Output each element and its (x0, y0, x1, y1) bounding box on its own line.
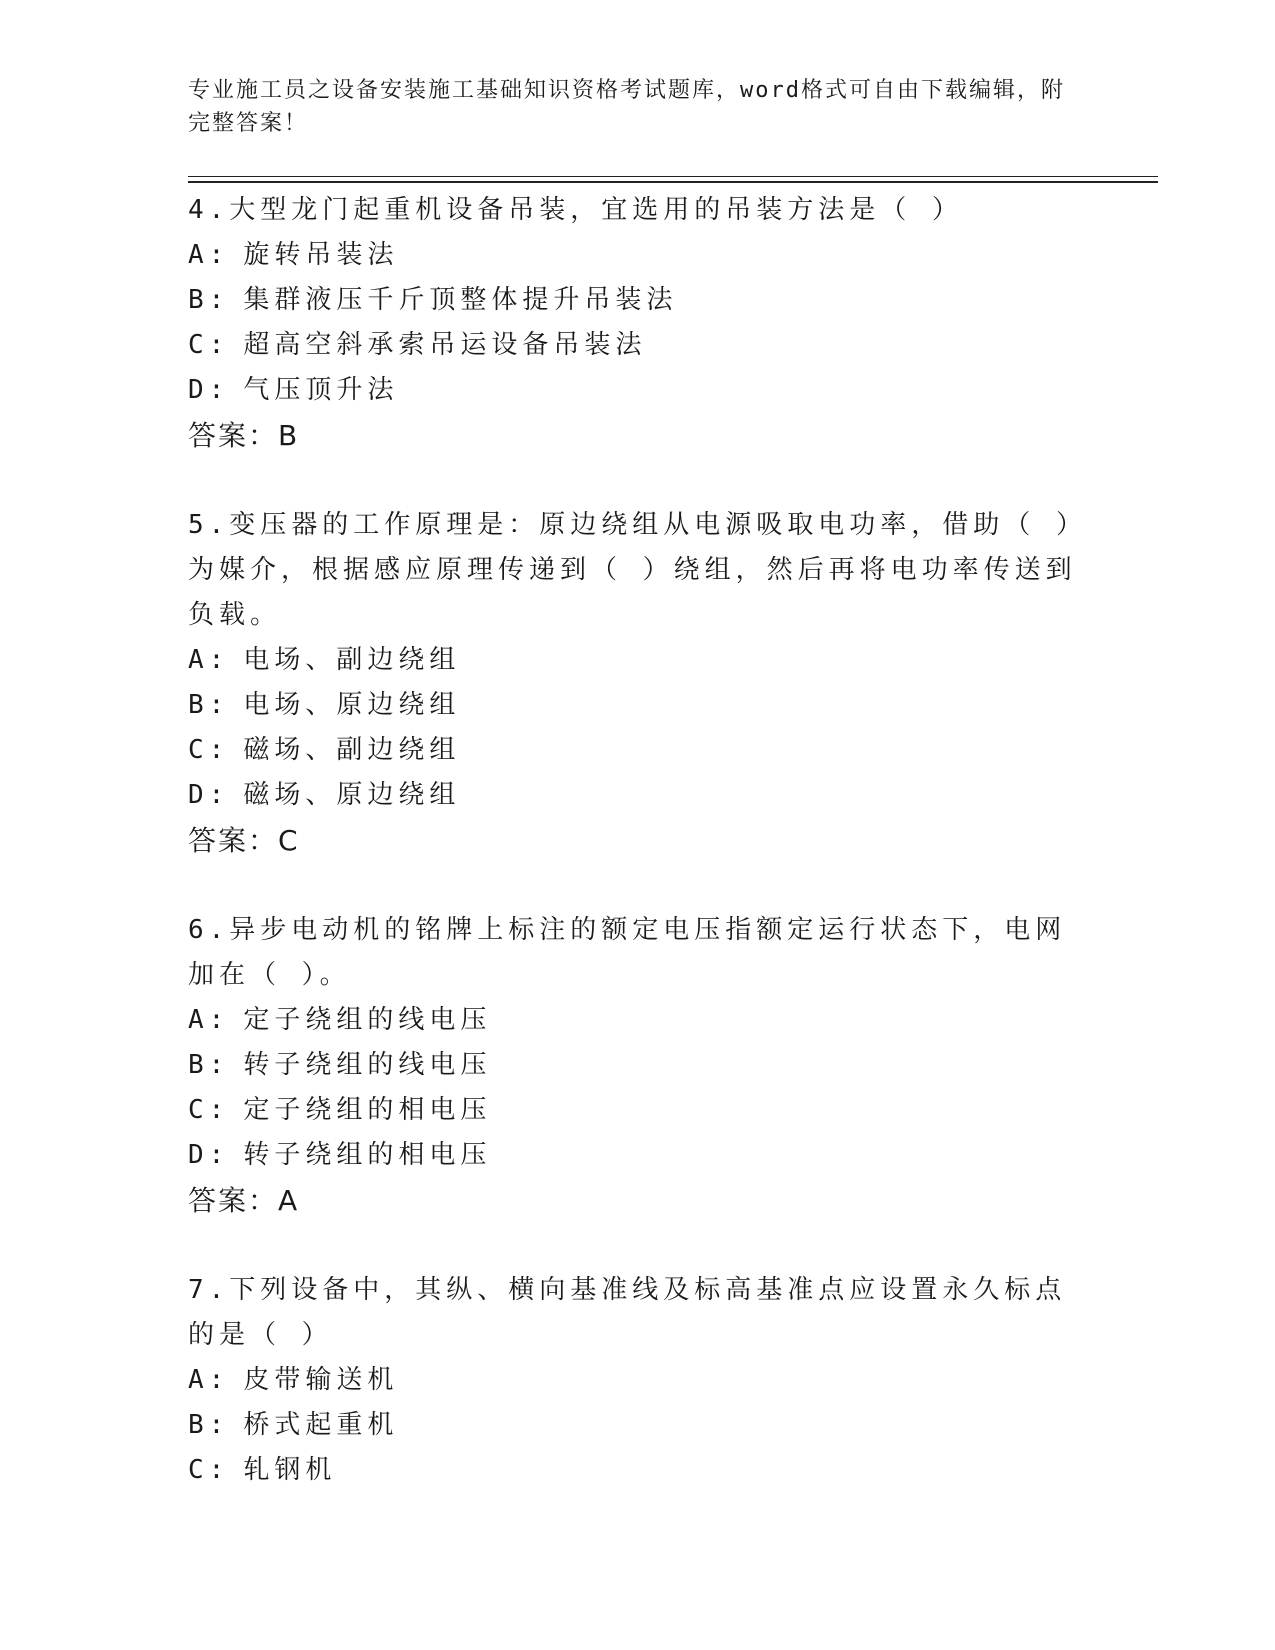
option-text: 转子绕组的相电压 (243, 1140, 492, 1170)
option-text: 电场、副边绕组 (243, 645, 461, 675)
question-4 (188, 188, 1088, 458)
question-list (188, 188, 1088, 1538)
option-label: A: (188, 240, 230, 270)
option-d (188, 773, 1088, 818)
option-d (188, 1133, 1088, 1178)
option-label: C: (188, 1455, 230, 1485)
option-text: 轧钢机 (243, 1455, 337, 1485)
option-c (188, 323, 1088, 368)
option-text: 旋转吊装法 (243, 240, 399, 270)
option-c (188, 728, 1088, 773)
document-header (188, 74, 1068, 140)
option-text: 超高空斜承索吊运设备吊装法 (243, 330, 647, 360)
option-text: 定子绕组的线电压 (243, 1005, 492, 1035)
question-stem: 4.大型龙门起重机设备吊装，宜选用的吊装方法是（ ） (188, 195, 963, 225)
question-5 (188, 503, 1088, 863)
answer-line: 答案：A (188, 1184, 300, 1217)
option-text: 桥式起重机 (243, 1410, 399, 1440)
header-text: 专业施工员之设备安装施工基础知识资格考试题库，word格式可自由下载编辑，附完整答案！ (188, 78, 1065, 136)
option-text: 皮带输送机 (243, 1365, 399, 1395)
option-text: 定子绕组的相电压 (243, 1095, 492, 1125)
option-label: C: (188, 1095, 230, 1125)
answer-line: 答案：B (188, 419, 300, 452)
option-label: A: (188, 645, 230, 675)
option-b (188, 1043, 1088, 1088)
option-label: B: (188, 690, 230, 720)
option-b (188, 278, 1088, 323)
option-text: 转子绕组的线电压 (243, 1050, 492, 1080)
header-divider-thin (188, 176, 1158, 177)
option-label: C: (188, 735, 230, 765)
option-label: B: (188, 1050, 230, 1080)
option-a (188, 233, 1088, 278)
question-stem: 7.下列设备中，其纵、横向基准线及标高基准点应设置永久标点的是（ ） (188, 1275, 1067, 1350)
option-label: A: (188, 1365, 230, 1395)
header-divider-thick (188, 181, 1158, 183)
option-label: B: (188, 1410, 230, 1440)
option-label: A: (188, 1005, 230, 1035)
option-b (188, 683, 1088, 728)
question-6 (188, 908, 1088, 1223)
option-text: 电场、原边绕组 (243, 690, 461, 720)
option-label: B: (188, 285, 230, 315)
option-text: 磁场、副边绕组 (243, 735, 461, 765)
option-a (188, 638, 1088, 683)
option-text: 集群液压千斤顶整体提升吊装法 (243, 285, 678, 315)
option-d (188, 368, 1088, 413)
option-b (188, 1403, 1088, 1448)
option-c (188, 1448, 1088, 1493)
option-label: D: (188, 780, 230, 810)
question-stem: 5.变压器的工作原理是：原边绕组从电源吸取电功率，借助（ ）为媒介，根据感应原理传递到（ ）绕组，然后再将电功率传送到负载。 (188, 510, 1087, 630)
option-c (188, 1088, 1088, 1133)
answer-line: 答案：C (188, 824, 300, 857)
option-label: D: (188, 1140, 230, 1170)
question-7 (188, 1268, 1088, 1493)
option-text: 磁场、原边绕组 (243, 780, 461, 810)
question-stem: 6.异步电动机的铭牌上标注的额定电压指额定运行状态下，电网加在（ ）。 (188, 915, 1067, 990)
option-a (188, 1358, 1088, 1403)
option-a (188, 998, 1088, 1043)
option-label: C: (188, 330, 230, 360)
option-text: 气压顶升法 (243, 375, 399, 405)
option-label: D: (188, 375, 230, 405)
